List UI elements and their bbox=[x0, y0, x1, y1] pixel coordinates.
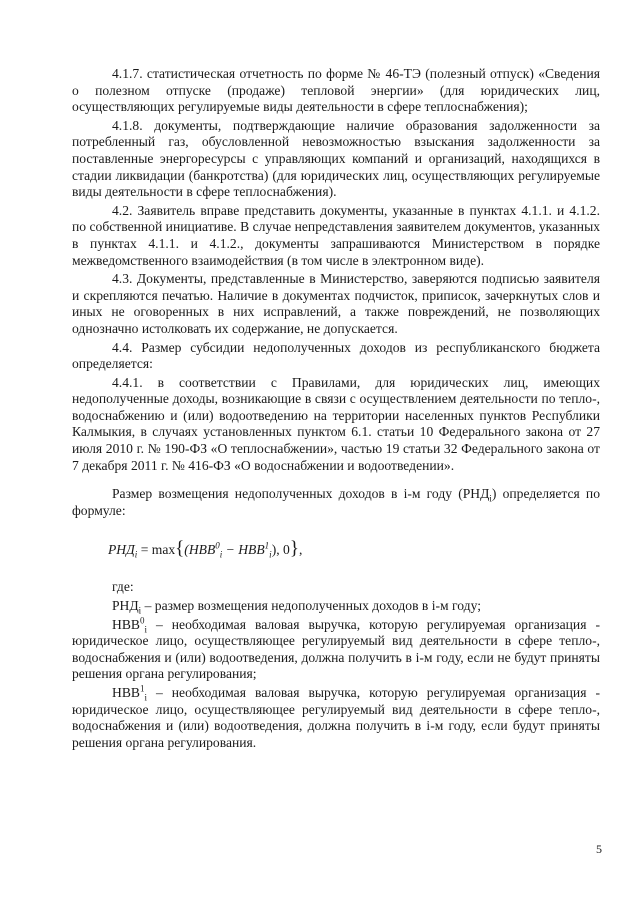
paragraph-4-1-7: 4.1.7. статистическая отчетность по форме № 46-ТЭ (полезный отпуск) «Сведения о полезном отпуске (продаже) тепловой энергии» (для юридических лиц, осуществляющих регулируемые виды деятельности в сфере теплоснабжения); bbox=[72, 66, 600, 115]
definition-nvv1 bbox=[72, 685, 600, 751]
formula-term-a-sub: i bbox=[219, 550, 223, 561]
paragraph-4-2: 4.2. Заявитель вправе представить документы, указанные в пунктах 4.1.1. и 4.1.2. по собственной инициативе. В случае непредставления заявителем документов, указанных в пунктах 4.1.1. и 4.1.2., документы запрашиваются Министерством в порядке межведомственного взаимодействия (в том числе в электронном виде). bbox=[72, 202, 600, 268]
formula-term-b: − НВВ bbox=[222, 542, 265, 558]
razmer-subscript: i bbox=[489, 493, 492, 504]
paragraph-4-1-8: 4.1.8. документы, подтверждающие наличие образования задолженности за потребленный газ, обусловленной невозможностью взыскания задолженности за поставленные энергоресурсы с управляющих компаний и организаций, находящихся в стадии ликвидации (банкротства) (для юридических лиц, осуществляющих регулируемые виды деятельности в сфере теплоснабжения). bbox=[72, 117, 600, 200]
formula-tail: , bbox=[298, 542, 303, 558]
paragraph-4-4: 4.4. Размер субсидии недополученных доходов из республиканского бюджета определяется: bbox=[72, 339, 600, 372]
formula-lhs-sub: i bbox=[134, 550, 138, 561]
definition-nvv1-sup: 1 bbox=[139, 683, 145, 694]
definition-nvv0-term: НВВ bbox=[112, 616, 140, 632]
definition-nvv0-text: – необходимая валовая выручка, которую регулируемая организация - юридическое лицо, осуществляющее регулируемый вид деятельности в сфере тепло-, водоснабжения и (или) водоотведения, должна получить в i-м году, если не будут приняты решения органа регулирования; bbox=[72, 616, 600, 682]
formula-eq: = max bbox=[137, 542, 176, 558]
razmer-text-start: Размер возмещения недополученных доходов в i-м году (РНД bbox=[112, 486, 490, 502]
paragraph-razmer bbox=[72, 486, 600, 519]
definition-nvv1-sub: i bbox=[144, 692, 147, 703]
definition-nvv1-text: – необходимая валовая выручка, которую регулируемая организация - юридическое лицо, осуществляющее регулируемый вид деятельности в сфере тепло-, водоснабжения и (или) водоотведения, должна получить в i-м году, если будут приняты решения органа регулирования. bbox=[72, 685, 600, 750]
definition-nvv0-sup: 0 bbox=[139, 615, 145, 626]
formula-inner-close: ), 0 bbox=[271, 542, 290, 558]
formula-term-a: (НВВ bbox=[184, 542, 216, 558]
formula bbox=[108, 539, 600, 565]
definition-rnd-term: РНД bbox=[112, 598, 139, 614]
definition-rnd bbox=[72, 598, 600, 615]
definition-nvv1-term: НВВ bbox=[112, 685, 140, 700]
paragraph-4-4-1: 4.4.1. в соответствии с Правилами, для юридических лиц, имеющих недополученные доходы, возникающие в связи с осуществлением деятельности по тепло-, водоснабжению и (или) водоотведению на территории населенных пунктов Республики Калмыкия, в случаях установленных пунктом 6.1. статьи 10 Федерального закона от 27 июля 2010 г. № 190-ФЗ «О теплоснабжении», частью 19 статьи 32 Федерального закона от 7 декабря 2011 г. № 416-ФЗ «О водоснабжении и водоотведении». bbox=[72, 374, 600, 473]
formula-term-a-sup: 0 bbox=[215, 540, 220, 551]
page-number: 5 bbox=[596, 842, 602, 856]
paragraph-4-3: 4.3. Документы, представленные в Министерство, заверяются подписью заявителя и скрепляются печатью. Наличие в документах подчисток, приписок, зачеркнутых слов и иных не оговоренных в них исправлений, а также повреждений, не позволяющих однозначно истолковать их содержание, не допускается. bbox=[72, 271, 600, 336]
definition-nvv0-sub: i bbox=[144, 624, 147, 635]
formula-close-brace: } bbox=[289, 538, 299, 560]
definition-nvv0 bbox=[72, 617, 600, 683]
formula-open-brace: { bbox=[175, 538, 185, 560]
formula-lhs: РНД bbox=[108, 542, 135, 558]
where-label: где: bbox=[112, 579, 134, 595]
formula-term-b-sup: 1 bbox=[264, 540, 270, 551]
definition-rnd-sub: i bbox=[138, 605, 142, 616]
formula-term-b-sub: i bbox=[269, 550, 272, 561]
definition-rnd-text: – размер возмещения недополученных доходов в i-м году; bbox=[141, 598, 481, 614]
razmer-text-end: ) определяется по формуле: bbox=[72, 486, 600, 518]
